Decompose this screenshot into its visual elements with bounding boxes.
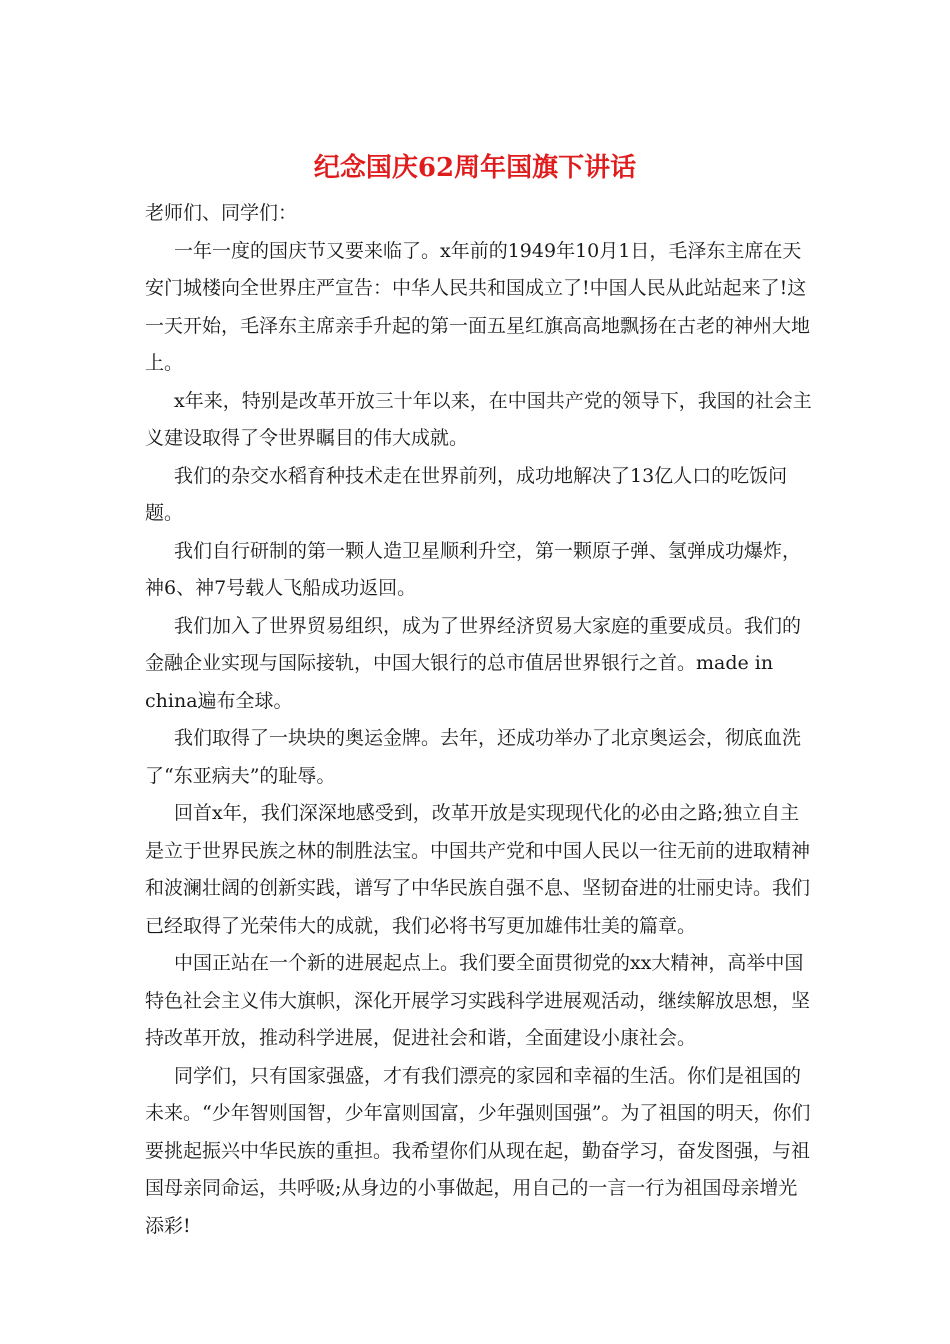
document-body [145,195,815,1245]
paragraph: x年来，特别是改革开放三十年以来，在中国共产党的领导下，我国的社会主义建设取得了令世界瞩目的伟大成就。 [145,389,812,449]
document-title: 纪念国庆62周年国旗下讲话 [313,153,637,183]
salutation: 老师们、同学们： [145,202,298,224]
paragraph: 中国正站在一个新的进展起点上。我们要全面贯彻党的xx大精神，高举中国特色社会主义伟大旗帜，深化开展学习实践科学进展观活动，继续解放思想，坚持改革开放，推动科学进展，促进社会和谐，全面建设小康社会。 [145,952,811,1049]
paragraph: 我们加入了世界贸易组织，成为了世界经济贸易大家庭的重要成员。我们的金融企业实现与国际接轨，中国大银行的总市值居世界银行之首。made in china遍布全球。 [145,614,802,712]
paragraph: 同学们，只有国家强盛，才有我们漂亮的家园和幸福的生活。你们是祖国的未来。“少年智则国智，少年富则国富，少年强则国强”。为了祖国的明天，你们要挑起振兴中华民族的重担。我希望你们从现在起，勤奋学习，奋发图强，与祖国母亲同命运，共呼吸;从身边的小事做起，用自己的一言一行为祖国母亲增光添彩! [145,1064,811,1237]
paragraph: 我们的杂交水稻育种技术走在世界前列，成功地解决了13亿人口的吃饭问题。 [145,464,788,524]
paragraph: 我们取得了一块块的奥运金牌。去年，还成功举办了北京奥运会，彻底血洗了“东亚病夫”的耻辱。 [145,727,802,787]
paragraph: 我们自行研制的第一颗人造卫星顺利升空，第一颗原子弹、氢弹成功爆炸，神6、神7号载人飞船成功返回。 [145,539,802,599]
paragraph: 回首x年，我们深深地感受到，改革开放是实现现代化的必由之路;独立自主是立于世界民族之林的制胜法宝。中国共产党和中国人民以一往无前的进取精神和波澜壮阔的创新实践，谱写了中华民族自强不息、坚韧奋进的壮丽史诗。我们已经取得了光荣伟大的成就，我们必将书写更加雄伟壮美的篇章。 [145,802,811,937]
paragraph: 一年一度的国庆节又要来临了。x年前的1949年10月1日，毛泽东主席在天安门城楼向全世界庄严宣告：中华人民共和国成立了!中国人民从此站起来了!这一天开始，毛泽东主席亲手升起的第一面五星红旗高高地飘扬在古老的神州大地上。 [145,239,811,374]
